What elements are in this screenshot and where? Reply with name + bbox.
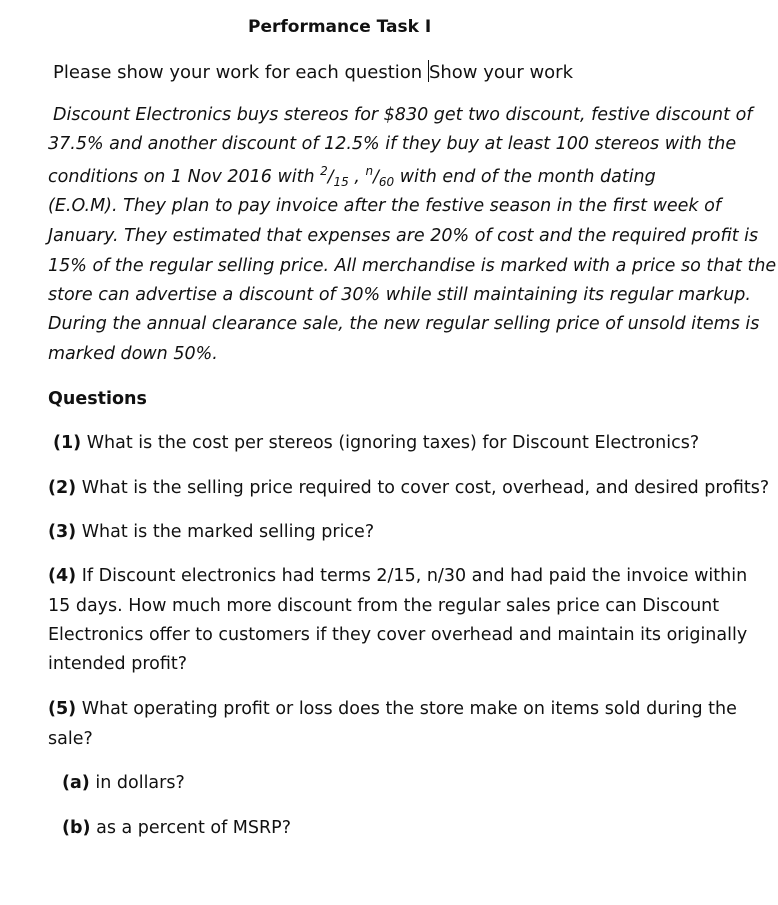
question-4-line-4: intended profit? xyxy=(48,654,188,674)
question-5b xyxy=(62,818,291,838)
question-5a xyxy=(62,773,185,793)
fraction-denominator: 60 xyxy=(378,175,395,189)
fraction-denominator: 15 xyxy=(333,175,349,189)
question-2 xyxy=(48,478,769,498)
question-number: (a) xyxy=(62,773,90,793)
question-4-line-2: 15 days. How much more discount from the regular sales price can Discount xyxy=(48,596,720,616)
questions-heading: Questions xyxy=(48,389,147,409)
problem-line-4: (E.O.M). They plan to pay invoice after the festive season in the first week of xyxy=(48,196,721,216)
problem-line-3 xyxy=(48,164,656,189)
question-5-line-2: sale? xyxy=(48,729,93,749)
problem-line-2: 37.5% and another discount of 12.5% if they buy at least 100 stereos with the xyxy=(48,134,737,154)
question-text: What is the marked selling price? xyxy=(76,522,375,542)
instruction-text-after-cursor: Show your work xyxy=(428,62,573,83)
question-4-line-3: Electronics offer to customers if they cover overhead and maintain its originally xyxy=(48,625,748,645)
problem-line-5: January. They estimated that expenses are 20% of cost and the required profit is xyxy=(48,226,759,246)
question-number: (4) xyxy=(48,566,77,586)
payment-term-fraction-2: $^n/_{60}$ xyxy=(365,164,395,189)
question-text: What is the selling price required to cover cost, overhead, and desired profits? xyxy=(76,478,770,498)
question-text: as a percent of MSRP? xyxy=(90,818,292,838)
problem-line-6: 15% of the regular selling price. All merchandise is marked with a price so that the xyxy=(48,256,777,276)
fraction-numerator: n xyxy=(365,164,374,178)
payment-term-fraction-1: $^2/_{15}$ xyxy=(320,164,349,189)
term-separator: , xyxy=(348,167,366,187)
question-number: (2) xyxy=(48,478,77,498)
question-3 xyxy=(48,522,374,542)
question-1 xyxy=(53,433,699,453)
problem-line-8: During the annual clearance sale, the new regular selling price of unsold items is xyxy=(48,314,760,334)
problem-line-9: marked down 50%. xyxy=(48,344,218,364)
question-number: (5) xyxy=(48,699,77,719)
question-text: What operating profit or loss does the store make on items sold during the xyxy=(76,699,737,719)
problem-line-1: Discount Electronics buys stereos for $830 get two discount, festive discount of xyxy=(53,105,753,125)
problem-line-3-suffix: with end of the month dating xyxy=(394,167,656,187)
question-number: (3) xyxy=(48,522,77,542)
fraction-numerator: 2 xyxy=(320,164,328,178)
question-number: (1) xyxy=(53,433,82,453)
question-text: What is the cost per stereos (ignoring taxes) for Discount Electronics? xyxy=(81,433,700,453)
instruction-text: Please show your work for each question xyxy=(53,62,428,83)
question-5-line-1 xyxy=(48,699,737,719)
instruction-line xyxy=(53,60,573,83)
problem-line-7: store can advertise a discount of 30% while still maintaining its regular markup. xyxy=(48,285,751,305)
question-text: If Discount electronics had terms 2/15, n/30 and had paid the invoice within xyxy=(76,566,748,586)
question-4-line-1 xyxy=(48,566,747,586)
page-title: Performance Task I xyxy=(248,17,432,37)
question-text: in dollars? xyxy=(89,773,185,793)
question-number: (b) xyxy=(62,818,91,838)
problem-line-3-prefix: conditions on 1 Nov 2016 with xyxy=(48,167,321,187)
